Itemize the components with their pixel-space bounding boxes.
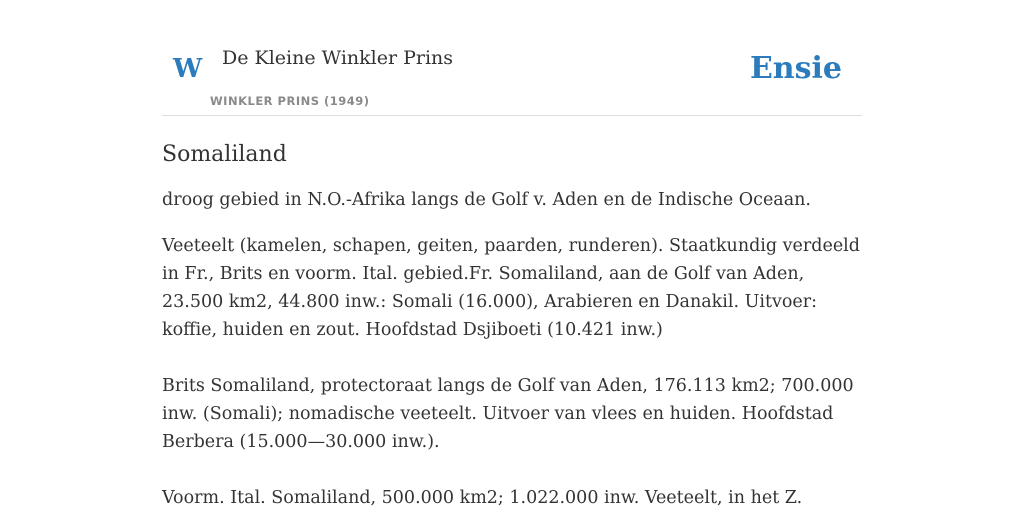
entry-body: [162, 232, 862, 512]
source-subtitle: WINKLER PRINS (1949): [210, 94, 370, 108]
entry-title: Somaliland: [162, 142, 287, 167]
winkler-prins-logo-icon[interactable]: W: [173, 54, 203, 84]
source-title[interactable]: De Kleine Winkler Prins: [222, 47, 454, 69]
ensie-logo[interactable]: Ensie: [749, 51, 842, 86]
source-header: [162, 0, 862, 116]
entry-paragraph: Brits Somaliland, protectoraat langs de Golf van Aden, 176.113 km2; 700.000 inw. (Somali); nomadische veeteelt. Uitvoer van vlees en huiden. Hoofdstad Berbera (15.000—30.000 inw.).: [162, 376, 854, 452]
entry-content: [162, 136, 862, 512]
entry-paragraph: Veeteelt (kamelen, schapen, geiten, paarden, runderen). Staatkundig verdeeld in Fr., Brits en voorm. Ital. gebied.Fr. Somaliland, aan de Golf van Aden, 23.500 km2, 44.800 inw.: Somali (16.000), Arabieren en Danakil. Uitvoer: koffie, huiden en zout. Hoofdstad Dsjiboeti (10.421 inw.): [162, 236, 860, 340]
entry-summary: droog gebied in N.O.-Afrika langs de Golf v. Aden en de Indische Oceaan.: [162, 190, 811, 210]
entry-paragraph: Voorm. Ital. Somaliland, 500.000 km2; 1.022.000 inw. Veeteelt, in het Z.: [162, 488, 803, 508]
